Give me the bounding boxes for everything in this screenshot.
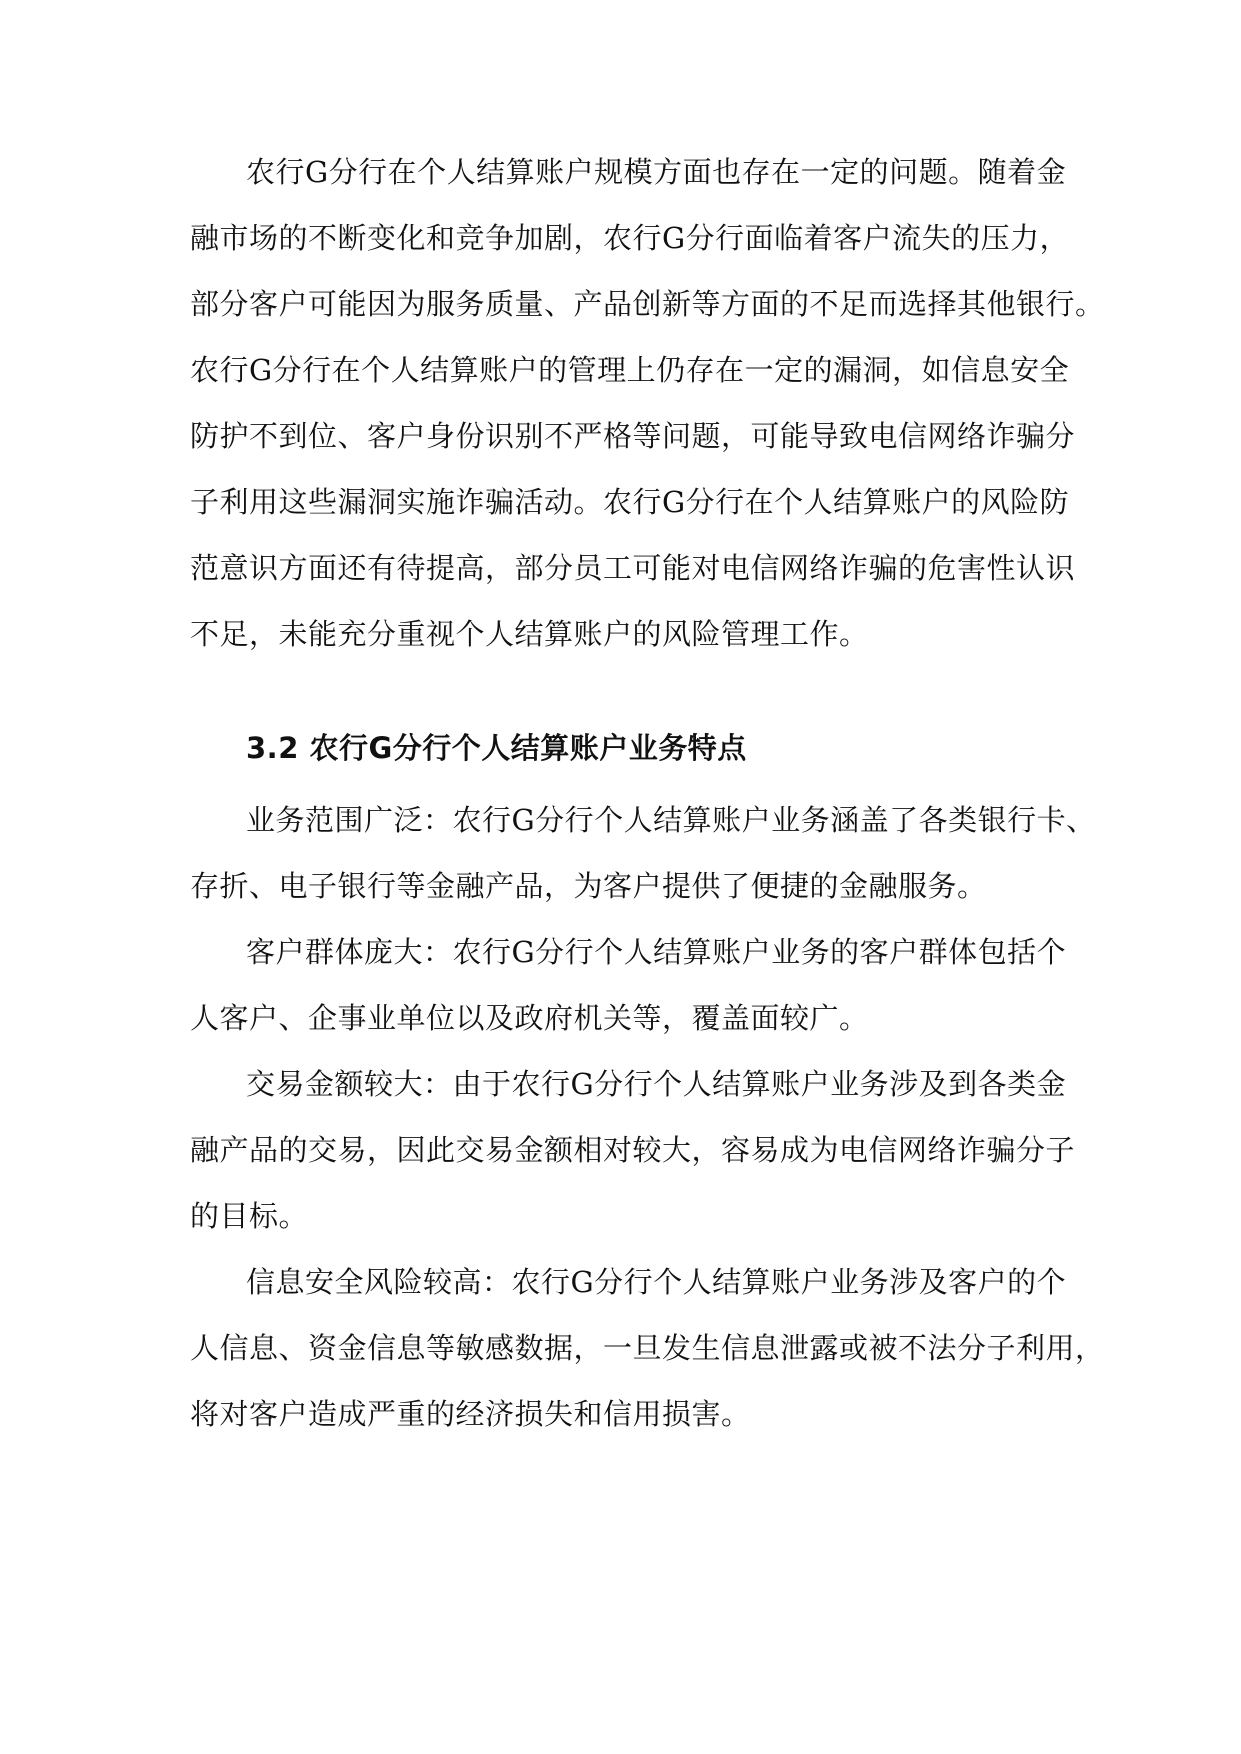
paragraph-line: 范意识方面还有待提高，部分员工可能对电信网络诈骗的危害性认识 <box>190 551 1076 585</box>
paragraph-line: 客户群体庞大：农行G分行个人结算账户业务的客户群体包括个 <box>246 935 1067 969</box>
paragraph-line: 农行G分行在个人结算账户规模方面也存在一定的问题。随着金 <box>246 155 1067 189</box>
paragraph-line: 防护不到位、客户身份识别不严格等问题，可能导致电信网络诈骗分 <box>190 419 1076 453</box>
paragraph-line: 信息安全风险较高：农行G分行个人结算账户业务涉及客户的个 <box>246 1265 1067 1299</box>
paragraph-line: 融市场的不断变化和竞争加剧，农行G分行面临着客户流失的压力， <box>190 221 1070 255</box>
paragraph-line: 的目标。 <box>190 1199 309 1233</box>
paragraph-line: 部分客户可能因为服务质量、产品创新等方面的不足而选择其他银行。 <box>190 287 1105 321</box>
section-heading: 3.2 农行G分行个人结算账户业务特点 <box>246 731 747 765</box>
paragraph-line: 子利用这些漏洞实施诈骗活动。农行G分行在个人结算账户的风险防 <box>190 485 1070 519</box>
paragraph-line: 交易金额较大：由于农行G分行个人结算账户业务涉及到各类金 <box>246 1067 1067 1101</box>
paragraph-line: 农行G分行在个人结算账户的管理上仍存在一定的漏洞，如信息安全 <box>190 353 1070 387</box>
paragraph-line: 人信息、资金信息等敏感数据，一旦发生信息泄露或被不法分子利用， <box>190 1331 1105 1365</box>
paragraph-line: 业务范围广泛：农行G分行个人结算账户业务涵盖了各类银行卡、 <box>246 803 1096 837</box>
paragraph-line: 人客户、企事业单位以及政府机关等，覆盖面较广。 <box>190 1001 869 1035</box>
paragraph-line: 存折、电子银行等金融产品，为客户提供了便捷的金融服务。 <box>190 869 987 903</box>
paragraph-line: 融产品的交易，因此交易金额相对较大，容易成为电信网络诈骗分子 <box>190 1133 1076 1167</box>
paragraph-line: 不足，未能充分重视个人结算账户的风险管理工作。 <box>190 617 869 651</box>
paragraph-line: 将对客户造成严重的经济损失和信用损害。 <box>190 1397 751 1431</box>
